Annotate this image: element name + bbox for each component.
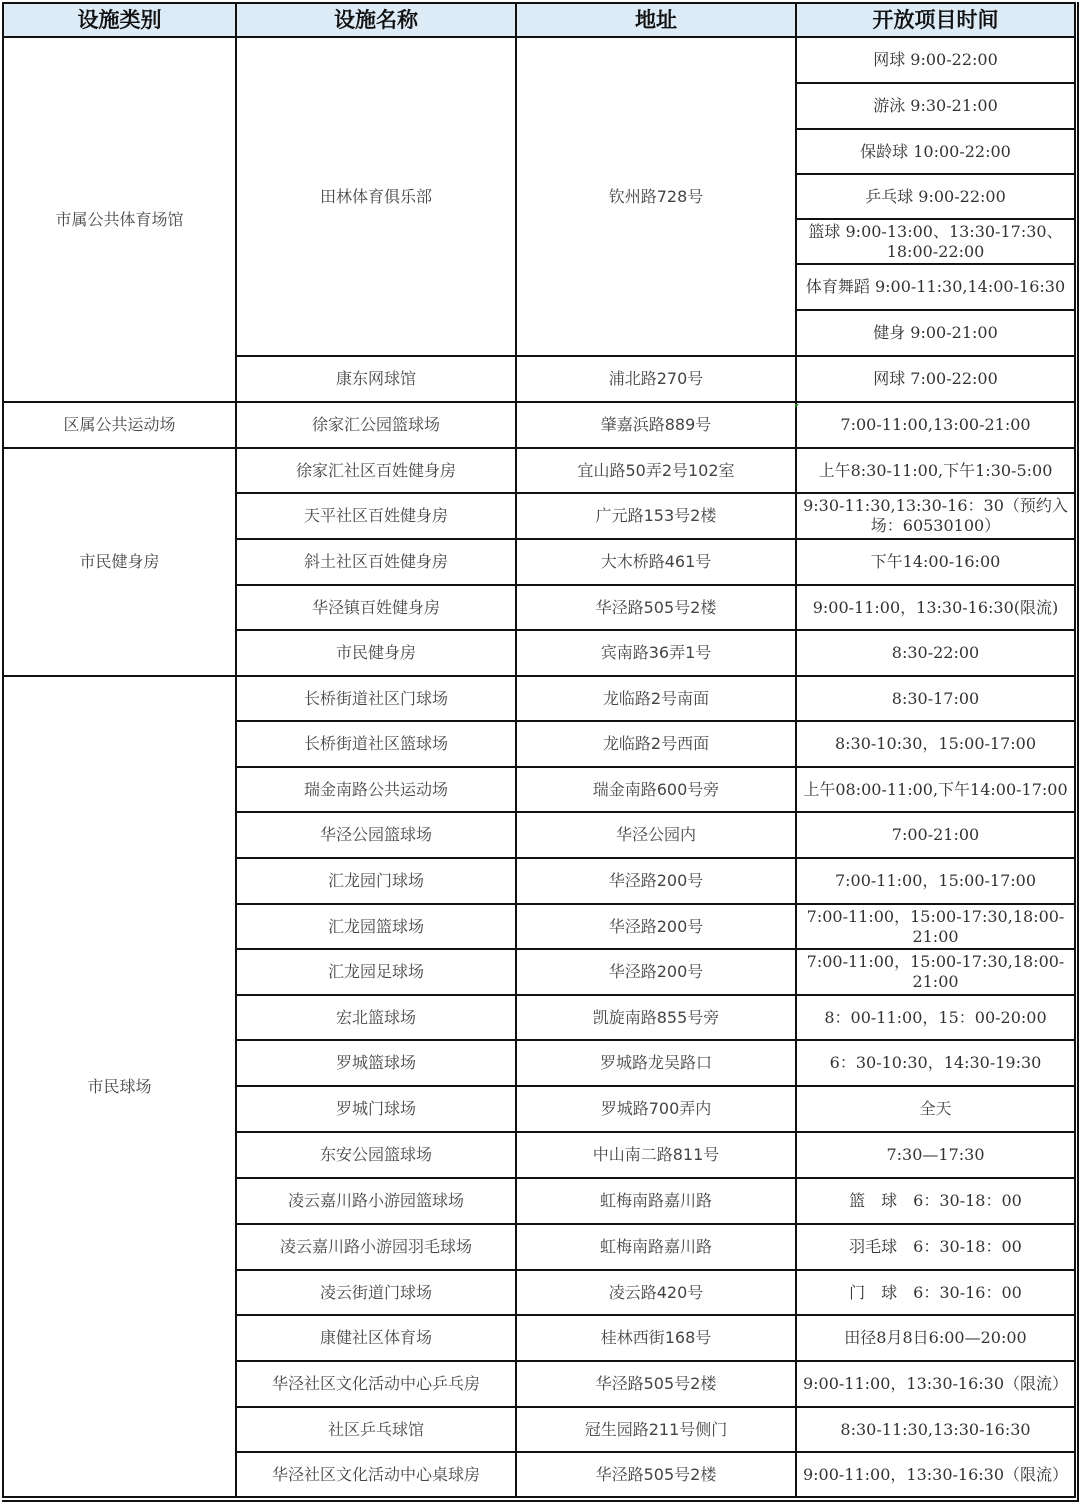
- facility-name: 凌云街道门球场: [236, 1270, 516, 1315]
- facility-name: 罗城篮球场: [236, 1040, 516, 1086]
- facility-address: 凯旋南路855号旁: [516, 995, 796, 1040]
- facility-table: [2, 2, 1076, 1498]
- facility-address: 罗城路龙吴路口: [516, 1040, 796, 1086]
- facility-name: 汇龙园篮球场: [236, 904, 516, 949]
- facility-name: 东安公园篮球场: [236, 1132, 516, 1178]
- facility-address: 钦州路728号: [516, 37, 796, 356]
- facility-name: 凌云嘉川路小游园羽毛球场: [236, 1224, 516, 1270]
- hours-cell: 篮球 9:00-13:00、13:30-17:30、18:00-22:00: [796, 219, 1075, 264]
- hours-cell: 8:30-17:00: [796, 676, 1075, 721]
- table-row: [3, 37, 1075, 83]
- facility-address: 华泾路200号: [516, 904, 796, 949]
- facility-name: 长桥街道社区篮球场: [236, 721, 516, 767]
- category-cell: 市民健身房: [3, 448, 236, 676]
- facility-name: 康健社区体育场: [236, 1315, 516, 1361]
- hours-cell: 田径8月8日6:00—20:00: [796, 1315, 1075, 1361]
- hours-cell: 7:00-21:00: [796, 812, 1075, 858]
- hours-cell: 羽毛球 6：30-18：00: [796, 1224, 1075, 1270]
- header-row: [3, 3, 1075, 37]
- category-cell: 市属公共体育场馆: [3, 37, 236, 402]
- facility-address: 华泾公园内: [516, 812, 796, 858]
- facility-address: 凌云路420号: [516, 1270, 796, 1315]
- facility-name: 华泾社区文化活动中心乒乓房: [236, 1361, 516, 1407]
- hours-cell: 篮 球 6：30-18：00: [796, 1178, 1075, 1224]
- facility-address: 华泾路505号2楼: [516, 1361, 796, 1407]
- hours-cell: 体育舞蹈 9:00-11:30,14:00-16:30: [796, 264, 1075, 310]
- facility-address: 冠生园路211号侧门: [516, 1407, 796, 1452]
- table-row: [3, 448, 1075, 493]
- hours-cell: 8:30-10:30，15:00-17:00: [796, 721, 1075, 767]
- facility-address: 华泾路505号2楼: [516, 1452, 796, 1497]
- facility-address: 华泾路200号: [516, 858, 796, 904]
- facility-address: 虹梅南路嘉川路: [516, 1178, 796, 1224]
- hours-cell: 7:00-11:00，15:00-17:00: [796, 858, 1075, 904]
- hours-cell: 9:00-11:00，13:30-16:30(限流): [796, 585, 1075, 630]
- hours-cell: 8:30-22:00: [796, 630, 1075, 676]
- hours-cell: 健身 9:00-21:00: [796, 310, 1075, 356]
- facility-address: 龙临路2号西面: [516, 721, 796, 767]
- facility-address: 桂林西街168号: [516, 1315, 796, 1361]
- facility-address: 浦北路270号: [516, 356, 796, 402]
- hours-cell: 9:00-11:00，13:30-16:30（限流）: [796, 1452, 1075, 1497]
- table-row: [3, 402, 1075, 448]
- facility-name: 华泾公园篮球场: [236, 812, 516, 858]
- facility-address: 宾南路36弄1号: [516, 630, 796, 676]
- hours-cell: 网球 9:00-22:00: [796, 37, 1075, 83]
- hours-cell: 下午14:00-16:00: [796, 539, 1075, 585]
- hours-cell: 7:00-11:00,13:00-21:00: [796, 402, 1075, 448]
- hours-cell: 上午08:00-11:00,下午14:00-17:00: [796, 767, 1075, 812]
- hours-cell: 6：30-10:30，14:30-19:30: [796, 1040, 1075, 1086]
- outer-border-bottom: [2, 1500, 1079, 1502]
- hours-cell: 8:30-11:30,13:30-16:30: [796, 1407, 1075, 1452]
- header-name: 设施名称: [236, 3, 516, 37]
- hours-cell: 9:30-11:30,13:30-16：30（预约入场：60530100）: [796, 493, 1075, 539]
- facility-name: 长桥街道社区门球场: [236, 676, 516, 721]
- header-address: 地址: [516, 3, 796, 37]
- header-hours: 开放项目时间: [796, 3, 1075, 37]
- facility-name: 徐家汇社区百姓健身房: [236, 448, 516, 493]
- facility-name: 华泾镇百姓健身房: [236, 585, 516, 630]
- hours-cell: 7:00-11:00，15:00-17:30,18:00-21:00: [796, 949, 1075, 995]
- facility-address: 广元路153号2楼: [516, 493, 796, 539]
- facility-name: 凌云嘉川路小游园篮球场: [236, 1178, 516, 1224]
- facility-address: 华泾路200号: [516, 949, 796, 995]
- facility-name: 斜土社区百姓健身房: [236, 539, 516, 585]
- outer-border-right: [1077, 2, 1079, 1502]
- facility-address: 罗城路700弄内: [516, 1086, 796, 1132]
- hours-cell: 游泳 9:30-21:00: [796, 83, 1075, 129]
- facility-address: 中山南二路811号: [516, 1132, 796, 1178]
- facility-name: 汇龙园门球场: [236, 858, 516, 904]
- category-cell: 市民球场: [3, 676, 236, 1497]
- hours-cell: 全天: [796, 1086, 1075, 1132]
- hours-cell: 7:00-11:00，15:00-17:30,18:00-21:00: [796, 904, 1075, 949]
- facility-address: 华泾路505号2楼: [516, 585, 796, 630]
- facility-name: 市民健身房: [236, 630, 516, 676]
- facility-name: 宏北篮球场: [236, 995, 516, 1040]
- table-row: [3, 676, 1075, 721]
- facility-name: 华泾社区文化活动中心桌球房: [236, 1452, 516, 1497]
- hours-cell: 上午8:30-11:00,下午1:30-5:00: [796, 448, 1075, 493]
- hours-cell: 9:00-11:00，13:30-16:30（限流）: [796, 1361, 1075, 1407]
- facility-name: 天平社区百姓健身房: [236, 493, 516, 539]
- cell-comment-marker: [795, 404, 799, 408]
- facility-address: 大木桥路461号: [516, 539, 796, 585]
- hours-cell: 门 球 6：30-16：00: [796, 1270, 1075, 1315]
- category-cell: 区属公共运动场: [3, 402, 236, 448]
- hours-cell: 网球 7:00-22:00: [796, 356, 1075, 402]
- hours-cell: 7:30—17:30: [796, 1132, 1075, 1178]
- facility-address: 虹梅南路嘉川路: [516, 1224, 796, 1270]
- facility-name: 社区乒乓球馆: [236, 1407, 516, 1452]
- hours-cell: 乒乓球 9:00-22:00: [796, 174, 1075, 219]
- facility-name: 徐家汇公园篮球场: [236, 402, 516, 448]
- facility-name: 瑞金南路公共运动场: [236, 767, 516, 812]
- hours-cell: 8：00-11:00，15：00-20:00: [796, 995, 1075, 1040]
- hours-cell: 保龄球 10:00-22:00: [796, 129, 1075, 174]
- facility-address: 肇嘉浜路889号: [516, 402, 796, 448]
- facility-name: 汇龙园足球场: [236, 949, 516, 995]
- facility-name: 田林体育俱乐部: [236, 37, 516, 356]
- facility-address: 瑞金南路600号旁: [516, 767, 796, 812]
- header-category: 设施类别: [3, 3, 236, 37]
- facility-name: 罗城门球场: [236, 1086, 516, 1132]
- facility-name: 康东网球馆: [236, 356, 516, 402]
- facility-address: 龙临路2号南面: [516, 676, 796, 721]
- facility-address: 宜山路50弄2号102室: [516, 448, 796, 493]
